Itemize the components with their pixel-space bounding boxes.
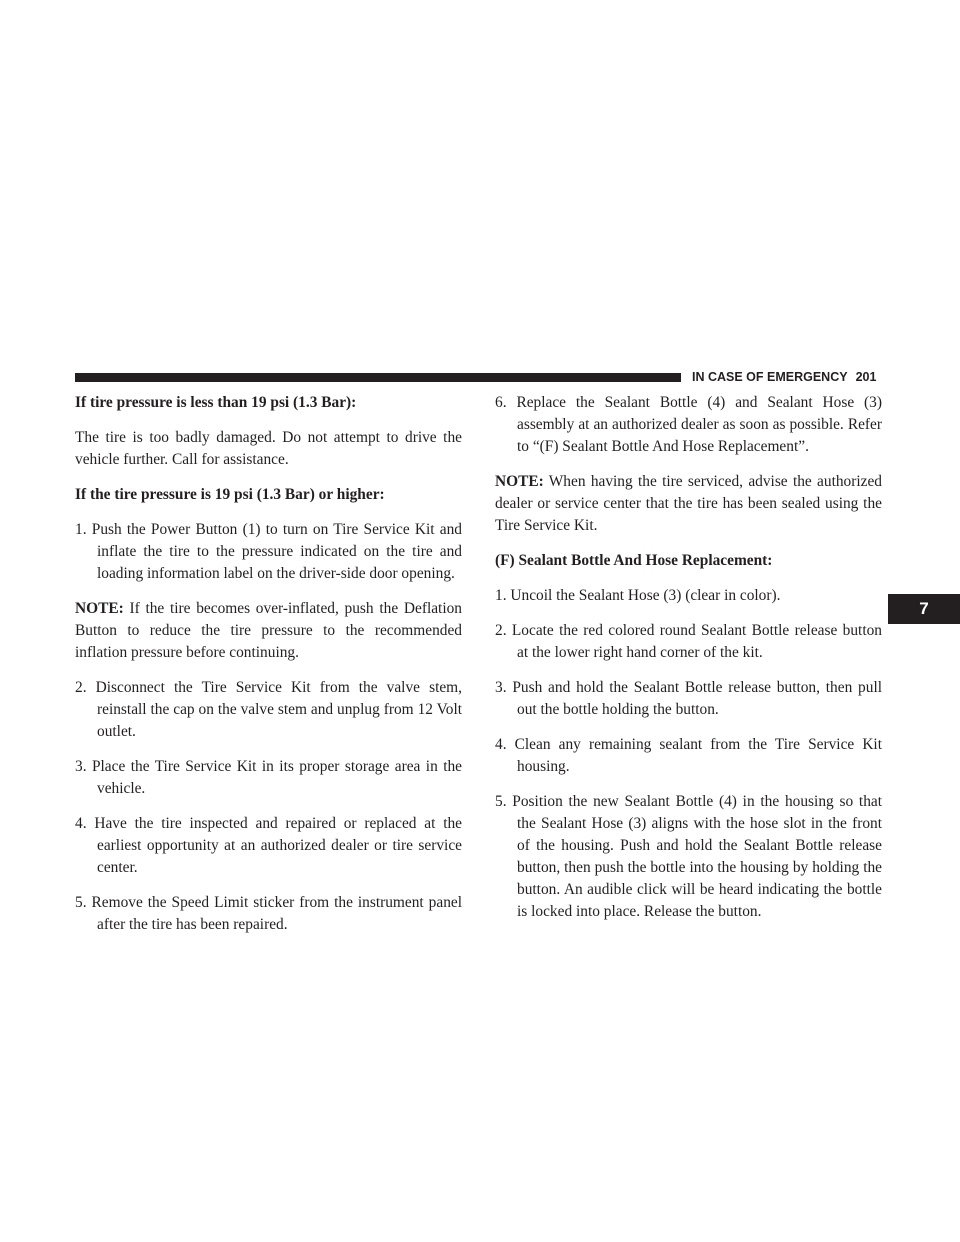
section-title: IN CASE OF EMERGENCY <box>692 370 848 384</box>
heading-low-pressure: If tire pressure is less than 19 psi (1.3 Bar): <box>75 394 357 411</box>
right-column <box>495 392 882 936</box>
step-item: 3. Place the Tire Service Kit in its proper storage area in the vehicle. <box>75 758 462 797</box>
step-item: 1. Push the Power Button (1) to turn on Tire Service Kit and inflate the tire to the pressure indicated on the tire and loading information label on the driver-side door opening. <box>75 521 462 582</box>
paragraph-damage: The tire is too badly damaged. Do not attempt to drive the vehicle further. Call for assistance. <box>75 429 462 468</box>
step-item: 3. Push and hold the Sealant Bottle release button, then pull out the bottle holding the button. <box>495 679 882 718</box>
heading-ok-pressure: If the tire pressure is 19 psi (1.3 Bar) or higher: <box>75 486 385 503</box>
header-rule <box>75 373 681 382</box>
step-item: 4. Have the tire inspected and repaired or replaced at the earliest opportunity at an authorized dealer or tire service center. <box>75 815 462 876</box>
chapter-tab: 7 <box>888 594 960 624</box>
note-label: NOTE: <box>75 600 124 617</box>
step-item: 5. Position the new Sealant Bottle (4) in the housing so that the Sealant Hose (3) aligns with the hose slot in the front of the housing. Push and hold the Sealant Bottle release button, then push the bottle into the housing by holding the button. An audible click will be heard indicating the bottle is locked into place. Release the button. <box>495 793 882 920</box>
step-item: 1. Uncoil the Sealant Hose (3) (clear in color). <box>495 587 781 604</box>
step-item: 6. Replace the Sealant Bottle (4) and Sealant Hose (3) assembly at an authorized dealer as soon as possible. Refer to “(F) Sealant Bottle And Hose Replacement”. <box>495 394 882 455</box>
step-item: 2. Disconnect the Tire Service Kit from the valve stem, reinstall the cap on the valve stem and unplug from 12 Volt outlet. <box>75 679 462 740</box>
step-item: 4. Clean any remaining sealant from the Tire Service Kit housing. <box>495 736 882 775</box>
note-label: NOTE: <box>495 473 544 490</box>
left-column <box>75 392 462 949</box>
note-paragraph <box>75 598 462 664</box>
step-item: 2. Locate the red colored round Sealant Bottle release button at the lower right hand corner of the kit. <box>495 622 882 661</box>
note-text: If the tire becomes over-inflated, push the Deflation Button to reduce the tire pressure to the recommended inflation pressure before continuing. <box>75 600 462 661</box>
running-header <box>692 368 887 386</box>
note-paragraph <box>495 471 882 537</box>
step-item: 5. Remove the Speed Limit sticker from the instrument panel after the tire has been repaired. <box>75 894 462 933</box>
page-number: 201 <box>855 370 877 384</box>
note-text: When having the tire serviced, advise the authorized dealer or service center that the tire has been sealed using the Tire Service Kit. <box>495 473 882 534</box>
heading-sealant-replacement: (F) Sealant Bottle And Hose Replacement: <box>495 552 773 569</box>
